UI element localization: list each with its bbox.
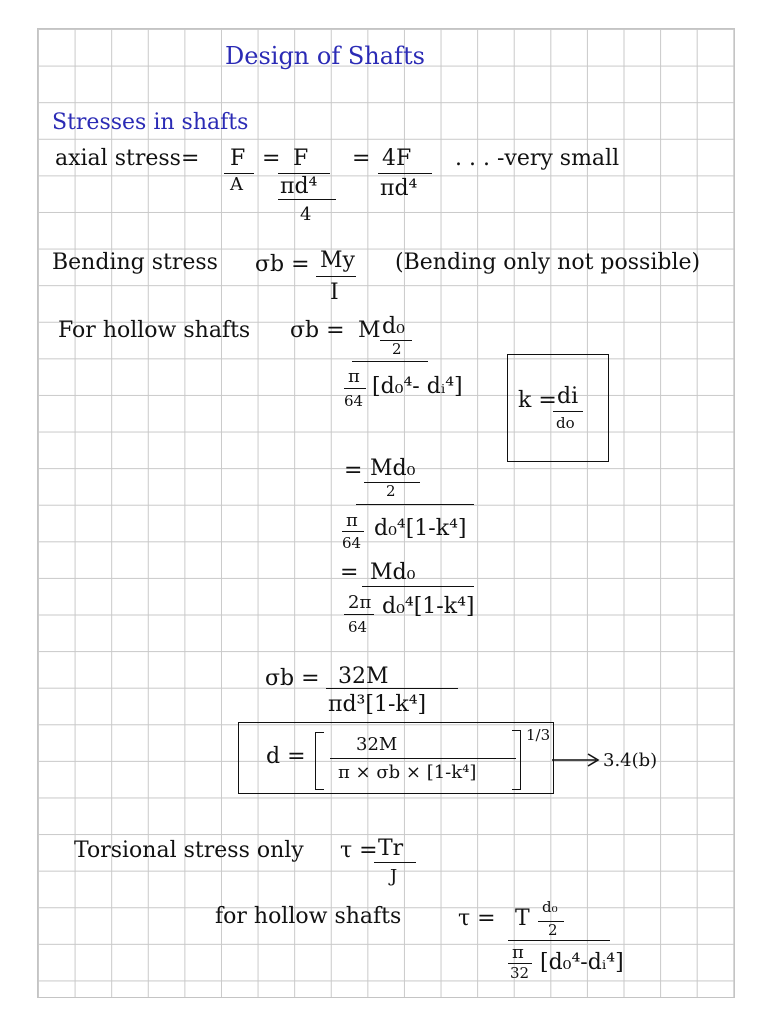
left-bracket: [315, 732, 324, 790]
fraction-bar: [352, 361, 428, 362]
axial-stress-label: axial stress=: [55, 146, 200, 171]
torsion-hollow-numerator-t: T: [515, 906, 530, 931]
result-denominator: π × σb × [1-k⁴]: [338, 762, 477, 783]
fraction-bar: [326, 688, 458, 689]
torsion-hollow-den-32: 32: [510, 964, 530, 982]
hollow-den-pi: π: [348, 366, 360, 387]
axial-f2-denominator-top: πd⁴: [280, 174, 318, 199]
hollow-numerator-top: d₀: [382, 314, 405, 339]
equals-sign: =: [340, 560, 359, 585]
fraction-bar: [344, 614, 374, 615]
step2-numerator-bottom: 2: [386, 482, 396, 500]
torsional-stress-label: Torsional stress only: [74, 838, 304, 863]
axial-f2-denominator-bottom: 4: [300, 204, 312, 225]
result-numerator: 32M: [356, 734, 398, 755]
bending-denominator: I: [330, 280, 339, 305]
step2-den-pi: π: [346, 510, 358, 531]
right-bracket: [512, 730, 521, 790]
equation-reference: 3.4(b): [603, 750, 658, 771]
step2-den-64: 64: [342, 534, 362, 552]
torsion-hollow-den-pi: π: [512, 942, 524, 963]
step3-numerator: Md₀: [370, 560, 416, 585]
fraction-bar: [344, 388, 366, 389]
equals-sign: =: [344, 458, 363, 483]
bending-stress-label: Bending stress: [52, 250, 218, 275]
step2-den-rest: d₀⁴[1-k⁴]: [374, 516, 467, 541]
axial-note: . . . -very small: [455, 146, 620, 171]
fraction-bar: [278, 199, 336, 200]
hollow-numerator-bottom: 2: [392, 340, 402, 358]
bending-numerator: My: [320, 248, 355, 273]
result-lhs: d =: [266, 744, 306, 769]
fraction-bar: [316, 276, 356, 277]
arrow-right-icon: [552, 752, 600, 768]
torsion-lhs: τ =: [340, 838, 378, 863]
axial-f3-numerator: 4F: [382, 146, 412, 171]
axial-f3-denominator: πd⁴: [380, 176, 418, 201]
step3-den-rest: d₀⁴[1-k⁴]: [382, 594, 475, 619]
hollow-lhs: σb =: [290, 318, 345, 343]
step3-den-pi: 2π: [348, 592, 372, 613]
bending-lhs: σb =: [255, 252, 310, 277]
hollow-den-64: 64: [344, 392, 364, 410]
step3-den-64: 64: [348, 618, 368, 636]
hollow-shafts-label: For hollow shafts: [58, 318, 251, 343]
equals-sign: =: [352, 146, 371, 171]
step4-numerator: 32M: [338, 664, 389, 689]
torsion-hollow-numerator-top: d₀: [542, 898, 558, 916]
step2-numerator: Md₀: [370, 456, 416, 481]
axial-f2-numerator: F: [293, 146, 309, 171]
fraction-bar: [508, 940, 610, 941]
step4-denominator: πd³[1-k⁴]: [328, 692, 427, 717]
result-power: 1/3: [526, 726, 551, 744]
torsion-hollow-label: for hollow shafts: [215, 904, 402, 929]
hollow-den-bracket: [d₀⁴- dᵢ⁴]: [372, 374, 463, 399]
torsion-numerator: Tr: [378, 836, 404, 861]
bending-note: (Bending only not possible): [395, 250, 701, 275]
k-numerator: di: [557, 384, 579, 409]
axial-f1-denominator: A: [230, 174, 243, 195]
section-heading: Stresses in shafts: [52, 110, 249, 135]
fraction-bar: [356, 504, 474, 505]
page-title: Design of Shafts: [225, 42, 425, 70]
torsion-hollow-numerator-bottom: 2: [548, 921, 558, 939]
fraction-bar: [374, 862, 416, 863]
axial-f1-numerator: F: [230, 146, 246, 171]
fraction-bar: [553, 411, 583, 412]
step4-lhs: σb =: [265, 666, 320, 691]
torsion-denominator: J: [390, 866, 398, 887]
fraction-bar: [362, 586, 474, 587]
fraction-bar: [378, 173, 432, 174]
torsion-hollow-den-bracket: [d₀⁴-dᵢ⁴]: [540, 950, 624, 975]
hollow-numerator-m: M: [358, 318, 381, 343]
equals-sign: =: [262, 146, 281, 171]
torsion-hollow-lhs: τ =: [458, 906, 496, 931]
k-denominator: do: [556, 414, 575, 432]
fraction-bar: [342, 531, 364, 532]
fraction-bar: [330, 758, 516, 759]
k-lhs: k =: [518, 388, 557, 413]
